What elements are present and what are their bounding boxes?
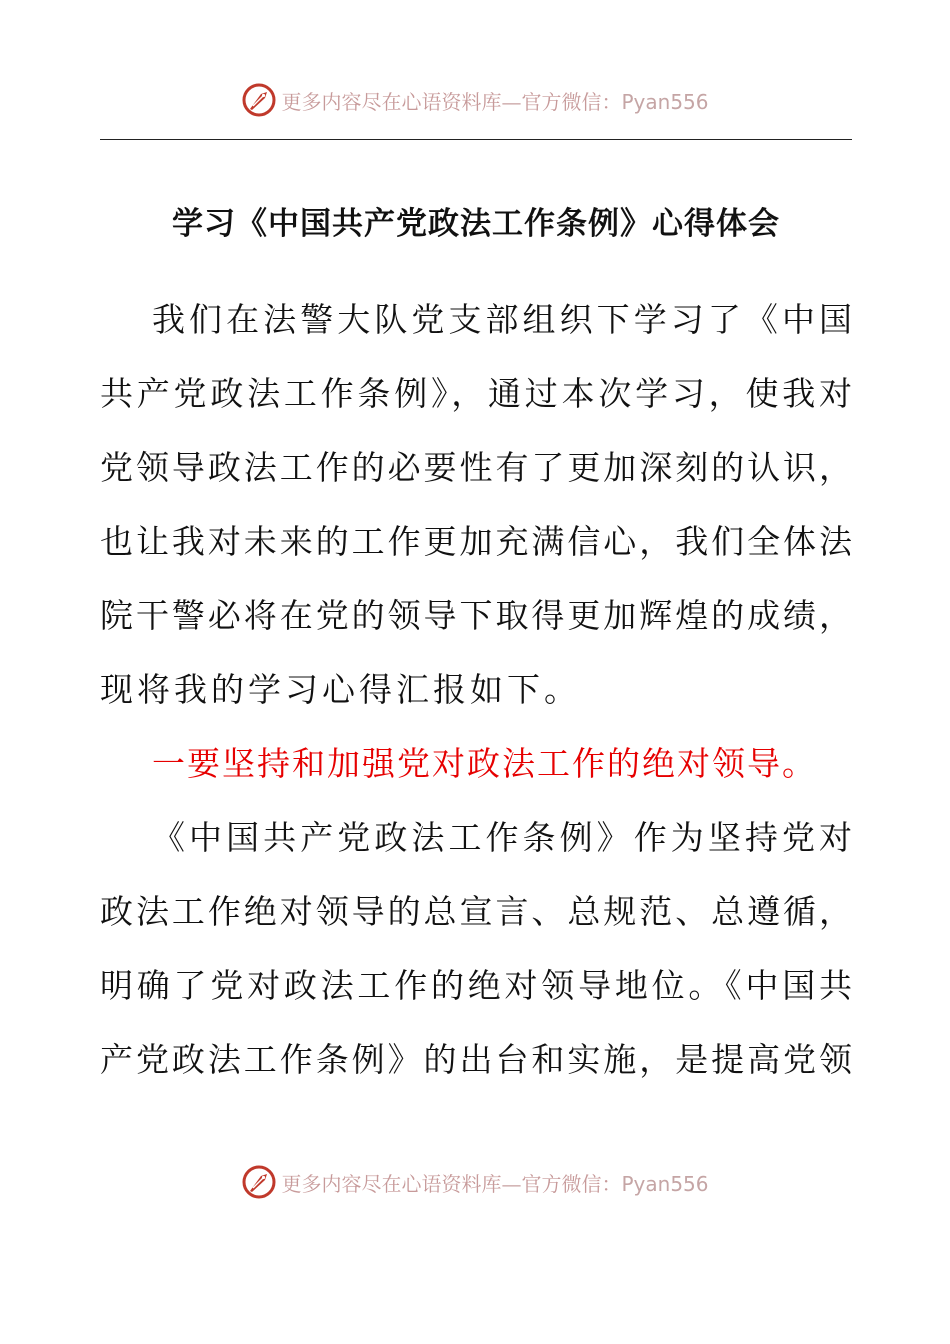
header-banner [0, 80, 950, 120]
banner-separator: — [501, 89, 522, 114]
body-line: 院干警必将在党的领导下取得更加辉煌的成绩， [100, 596, 852, 635]
body-line: 政法工作绝对领导的总宣言、总规范、总遵循， [100, 892, 852, 931]
banner-text [281, 1168, 708, 1197]
banner-text [281, 86, 708, 115]
banner-main-text: 更多内容尽在心语资料库 [281, 1171, 502, 1196]
banner-official-text: 官方微信： [521, 1171, 622, 1196]
document-title: 学习《中国共产党政法工作条例》心得体会 [172, 206, 780, 242]
body-line: 产党政法工作条例》的出台和实施，是提高党领 [100, 1040, 852, 1079]
body-line: 共产党政法工作条例》，通过本次学习，使我对 [100, 374, 852, 413]
body-line: 明确了党对政法工作的绝对领导地位。《中国共 [100, 966, 852, 1005]
banner-wechat-id: Pyan556 [621, 1171, 709, 1196]
body-line: 现将我的学习心得汇报如下。 [100, 670, 581, 709]
footer-banner [0, 1162, 950, 1202]
body-line: 我们在法警大队党支部组织下学习了《中国 [152, 300, 852, 339]
banner-official-text: 官方微信： [521, 89, 622, 114]
body-line: 《中国共产党政法工作条例》作为坚持党对 [152, 818, 852, 857]
body-line: 党领导政法工作的必要性有了更加深刻的认识， [100, 448, 852, 487]
banner-separator: — [501, 1171, 522, 1196]
pen-nib-logo-icon [241, 1164, 277, 1200]
banner-main-text: 更多内容尽在心语资料库 [281, 89, 502, 114]
banner-wechat-id: Pyan556 [621, 89, 709, 114]
section-heading: 一要坚持和加强党对政法工作的绝对领导。 [152, 744, 817, 783]
pen-nib-logo-icon [241, 82, 277, 118]
body-line: 也让我对未来的工作更加充满信心，我们全体法 [100, 522, 852, 561]
header-divider [100, 139, 852, 140]
